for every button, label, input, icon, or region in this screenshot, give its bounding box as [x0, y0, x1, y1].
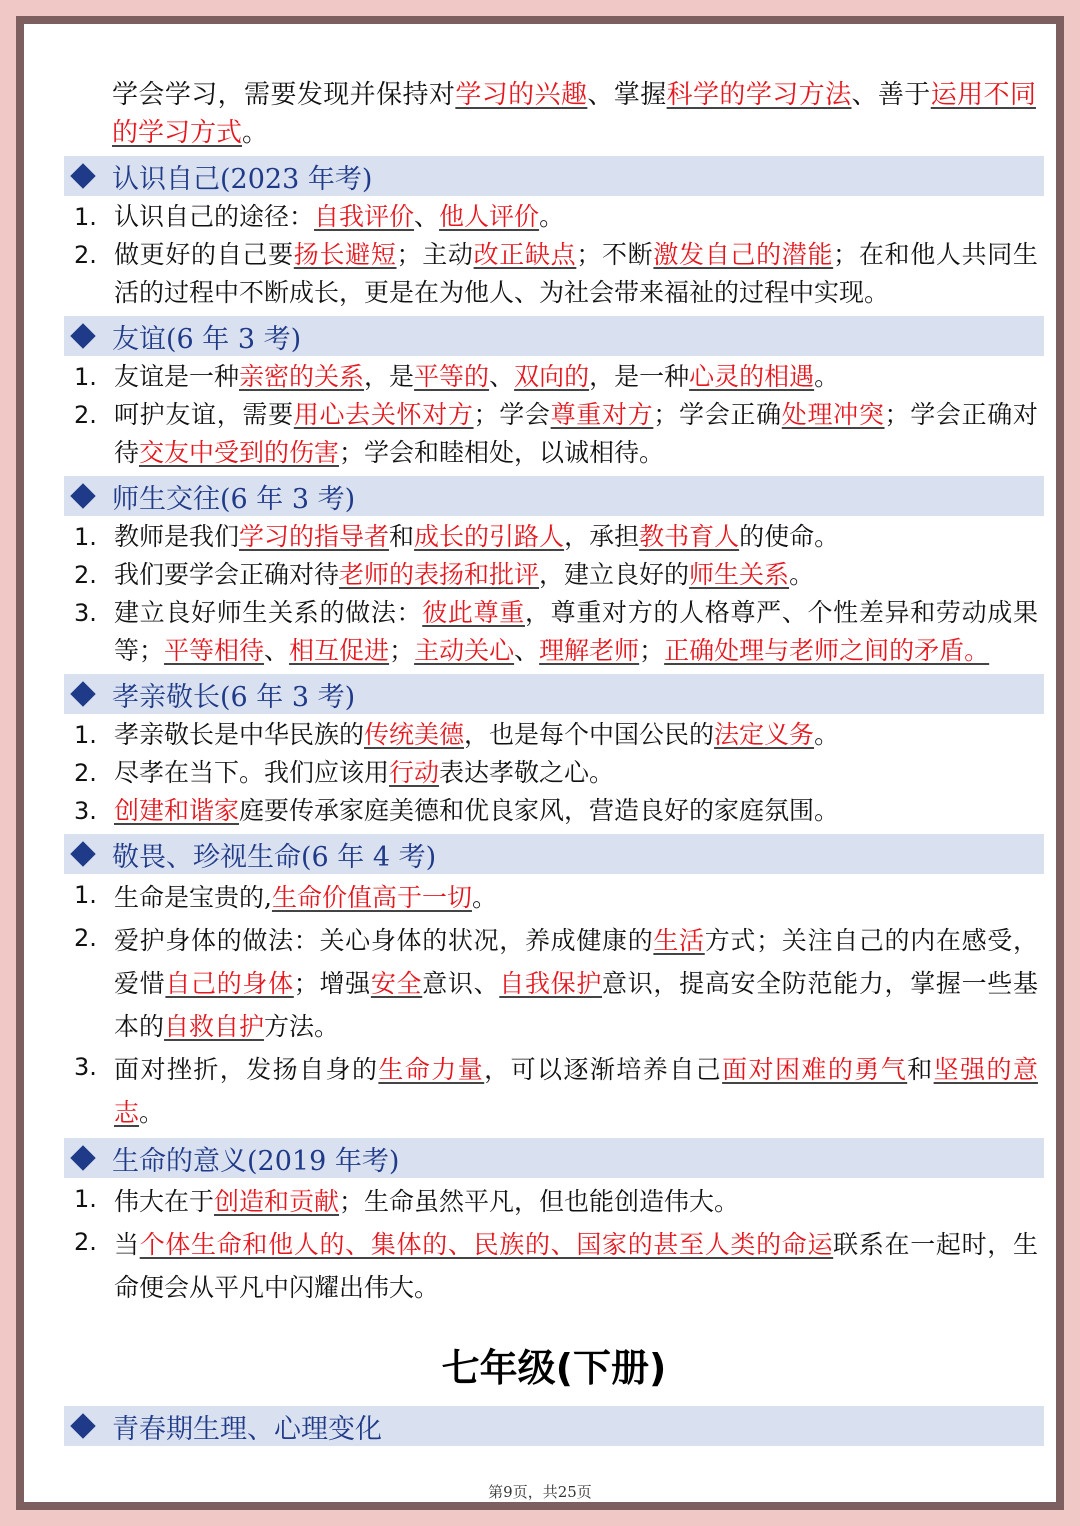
text-run: 的使命。 — [739, 522, 840, 551]
page-sheet — [16, 16, 1064, 1510]
list-item — [64, 1223, 1044, 1309]
key-term: 面对困难的勇气 — [722, 1055, 908, 1084]
page-content — [64, 76, 1044, 1448]
item-text — [114, 716, 1044, 754]
item-number: 3. — [74, 797, 97, 825]
list-item — [64, 396, 1044, 472]
item-text — [114, 396, 1044, 472]
grade-title: 七年级(下册) — [441, 1346, 667, 1390]
item-text — [114, 198, 1044, 236]
text-run: 当 — [114, 1230, 140, 1259]
text-run: ；学会和睦相处，以诚相待。 — [339, 438, 665, 467]
item-number: 3. — [74, 1053, 97, 1081]
section-title: 青春期生理、心理变化 — [112, 1413, 382, 1445]
list-item — [64, 876, 1044, 919]
item-text — [114, 1180, 1044, 1223]
text-run: 学会学习，需要发现并保持对 — [112, 80, 456, 110]
text-run: 生命是宝贵的, — [114, 883, 272, 912]
key-term: 行动 — [389, 758, 440, 787]
key-term: 自救自护 — [164, 1012, 265, 1041]
item-number: 3. — [74, 599, 97, 627]
section-title: 师生交往(6 年 3 考) — [112, 483, 356, 515]
text-run: ，可以逐渐培养自己 — [484, 1055, 723, 1084]
section-title: 孝亲敬长(6 年 3 考) — [112, 681, 356, 713]
diamond-bullet-icon — [70, 841, 95, 866]
section-title: 生命的意义(2019 年考) — [112, 1145, 400, 1177]
key-term: 生命力量 — [378, 1055, 485, 1084]
section-header — [64, 834, 1044, 874]
section-header — [64, 1406, 1044, 1446]
text-run: ；学会正确 — [653, 400, 782, 429]
key-term: 自我评价 — [314, 202, 415, 231]
key-term: 学习的指导者 — [239, 522, 390, 551]
list-item — [64, 792, 1044, 830]
item-text — [114, 754, 1044, 792]
text-run: ；学会 — [473, 400, 551, 429]
text-run: 伟大在于 — [114, 1187, 215, 1216]
item-number: 1. — [74, 881, 97, 909]
key-term: 处理冲突 — [781, 400, 885, 429]
text-run: 。 — [814, 720, 840, 749]
key-term: 自我保护 — [499, 969, 603, 998]
key-term: 扬长避短 — [293, 240, 397, 269]
section-title: 认识自己(2023 年考) — [112, 163, 373, 195]
key-term: 心灵的相遇 — [689, 362, 815, 391]
key-term: 平等相待 — [164, 636, 265, 665]
key-term: 激发自己的潜能 — [653, 240, 834, 269]
text-run: 、 — [514, 636, 540, 665]
key-term: 他人评价 — [439, 202, 540, 231]
diamond-bullet-icon — [70, 1145, 95, 1170]
section-title: 友谊(6 年 3 考) — [112, 323, 302, 355]
key-term: 生命价值高于一切 — [271, 883, 472, 912]
page-footer: 第9页，共25页 — [488, 1483, 592, 1501]
text-run: 。 — [789, 560, 815, 589]
text-run: 意识、 — [422, 969, 500, 998]
text-run: 呵护友谊，需要 — [114, 400, 294, 429]
item-number: 1. — [74, 523, 97, 551]
key-term: 运用不同的学习方式 — [112, 80, 1036, 148]
text-run: 庭要传承家庭美德和优良家风，营造良好的家庭氛围。 — [239, 796, 840, 825]
key-term: 老师的表扬和批评 — [339, 560, 540, 589]
text-run: ，也是每个中国公民的 — [464, 720, 715, 749]
key-term: 创建和谐家 — [114, 796, 240, 825]
item-text — [114, 358, 1044, 396]
section-header — [64, 316, 1044, 356]
intro-paragraph — [64, 76, 1044, 152]
item-text — [114, 876, 1044, 919]
item-number: 2. — [74, 561, 97, 589]
key-term: 师生关系 — [689, 560, 790, 589]
key-term: 法定义务 — [714, 720, 815, 749]
diamond-bullet-icon — [70, 1413, 95, 1438]
item-number: 1. — [74, 721, 97, 749]
list-item — [64, 716, 1044, 754]
text-run: 认识自己的途径： — [114, 202, 315, 231]
key-term: 传统美德 — [364, 720, 465, 749]
text-run: 建立良好师生关系的做法： — [114, 598, 423, 627]
item-number: 1. — [74, 203, 97, 231]
item-text — [114, 1223, 1044, 1309]
text-run: ；增强 — [293, 969, 371, 998]
text-run: 、 — [264, 636, 290, 665]
text-run: 。 — [539, 202, 565, 231]
key-term: 尊重对方 — [550, 400, 654, 429]
key-term: 学习的兴趣 — [455, 80, 588, 110]
key-term: 用心去关怀对方 — [293, 400, 474, 429]
text-run: 联系在一起时，生命便会从平凡中闪耀出伟大。 — [114, 1230, 1038, 1302]
list-item — [64, 556, 1044, 594]
diamond-bullet-icon — [70, 681, 95, 706]
item-number: 2. — [74, 241, 97, 269]
item-number: 2. — [74, 924, 97, 952]
text-run: ；主动 — [396, 240, 474, 269]
key-term: 安全 — [370, 969, 423, 998]
key-term: 理解老师 — [539, 636, 640, 665]
key-term: 亲密的关系 — [239, 362, 365, 391]
diamond-bullet-icon — [70, 483, 95, 508]
key-term: 相互促进 — [289, 636, 390, 665]
text-run: ，是 — [364, 362, 415, 391]
key-term: 创造和贡献 — [214, 1187, 340, 1216]
text-run: 和 — [389, 522, 415, 551]
item-text — [114, 236, 1044, 312]
section-header — [64, 476, 1044, 516]
list-item — [64, 358, 1044, 396]
key-term: 双向的 — [514, 362, 590, 391]
key-term: 成长的引路人 — [414, 522, 565, 551]
text-run: ，建立良好的 — [539, 560, 690, 589]
list-item — [64, 1048, 1044, 1134]
section-header — [64, 156, 1044, 196]
key-term: 教书育人 — [639, 522, 740, 551]
diamond-bullet-icon — [70, 163, 95, 188]
text-run: 、 — [489, 362, 515, 391]
list-item — [64, 198, 1044, 236]
text-run: ； — [639, 636, 665, 665]
text-run: ；在和他人共同生活的过程中不断成长，更是在为他人、为社会带来福祉的过程中实现。 — [114, 240, 1038, 307]
sections-container — [64, 156, 1044, 1309]
item-text — [114, 518, 1044, 556]
list-item — [64, 754, 1044, 792]
key-term: 交友中受到的伤害 — [139, 438, 340, 467]
item-text — [114, 792, 1044, 830]
key-term: 坚强的意志 — [114, 1055, 1038, 1127]
text-run: 。 — [242, 118, 269, 148]
key-term: 彼此尊重 — [422, 598, 525, 627]
item-number: 2. — [74, 401, 97, 429]
text-run: 面对挫折，发扬自身的 — [114, 1055, 379, 1084]
text-run: 尽孝在当下。我们应该用 — [114, 758, 390, 787]
item-number: 1. — [74, 1185, 97, 1213]
section-title: 敬畏、珍视生命(6 年 4 考) — [112, 841, 437, 873]
list-item — [64, 594, 1044, 670]
key-term: 科学的学习方法 — [666, 80, 852, 110]
text-run: 方法。 — [264, 1012, 340, 1041]
text-run: 、 — [414, 202, 440, 231]
text-run: 教师是我们 — [114, 522, 240, 551]
section-header — [64, 674, 1044, 714]
text-run: 、善于 — [851, 80, 931, 110]
text-run: 孝亲敬长是中华民族的 — [114, 720, 365, 749]
section-header — [64, 1138, 1044, 1178]
text-run: 表达孝敬之心。 — [439, 758, 615, 787]
text-run: 。 — [471, 883, 497, 912]
item-text — [114, 594, 1044, 670]
text-run: 。 — [814, 362, 840, 391]
text-run: ，尊重对方的人格尊严、个性差异和劳动成果等； — [114, 598, 1038, 665]
key-term: 平等的 — [414, 362, 490, 391]
list-item — [64, 236, 1044, 312]
item-number: 1. — [74, 363, 97, 391]
text-run: ；生命虽然平凡，但也能创造伟大。 — [339, 1187, 740, 1216]
item-number: 2. — [74, 1228, 97, 1256]
text-run: ，承担 — [564, 522, 640, 551]
key-term: 自己的身体 — [165, 969, 294, 998]
text-run: 意识，提高安全防范能力，掌握一些基本的 — [114, 969, 1038, 1041]
text-run: 。 — [139, 1098, 165, 1127]
text-run: ；不断 — [576, 240, 654, 269]
text-run: ，是一种 — [589, 362, 690, 391]
key-term: 生活 — [653, 926, 705, 955]
text-run: ；学会正确对待 — [114, 400, 1038, 467]
text-run: 和 — [907, 1055, 934, 1084]
diamond-bullet-icon — [70, 323, 95, 348]
list-item — [64, 1180, 1044, 1223]
list-item — [64, 518, 1044, 556]
text-run: 友谊是一种 — [114, 362, 240, 391]
key-term: 正确处理与老师之间的矛盾。 — [664, 636, 990, 665]
item-text — [114, 1048, 1044, 1134]
item-text — [114, 919, 1044, 1048]
text-run: 爱护身体的做法：关心身体的状况，养成健康的 — [114, 926, 654, 955]
list-item — [64, 919, 1044, 1048]
text-run: 方式；关注自己的内在感受，爱惜 — [114, 926, 1038, 998]
text-run: 我们要学会正确对待 — [114, 560, 340, 589]
key-term: 个体生命和他人的、集体的、民族的、国家的甚至人类的命运 — [139, 1230, 834, 1259]
text-run: ； — [389, 636, 415, 665]
item-text — [114, 556, 1044, 594]
key-term: 改正缺点 — [473, 240, 577, 269]
key-term: 主动关心 — [414, 636, 515, 665]
item-number: 2. — [74, 759, 97, 787]
text-run: 、掌握 — [587, 80, 667, 110]
text-run: 做更好的自己要 — [114, 240, 294, 269]
